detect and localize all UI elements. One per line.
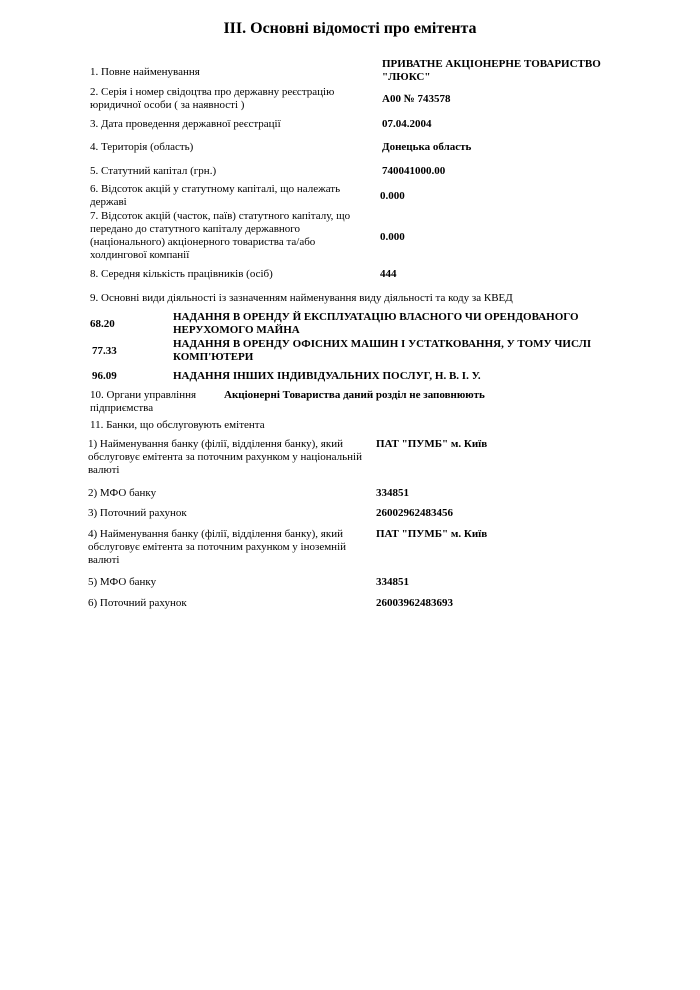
field-label-full-name: 1. Повне найменування (90, 66, 200, 78)
kved-name: НАДАННЯ В ОРЕНДУ ОФІСНИХ МАШИН І УСТАТКОВАННЯ, У ТОМУ ЧИСЛІ КОМП'ЮТЕРИ (173, 338, 592, 363)
field-value-territory: Донецька область (382, 141, 472, 153)
bank-label-account: 3) Поточний рахунок (88, 507, 187, 519)
field-label-certificate: 2. Серія і номер свідоцтва про державну реєстрацію юридичної особи ( за наявності ) (90, 86, 335, 111)
bank-label-mfo: 2) МФО банку (88, 487, 157, 499)
bank-label-national-name: 1) Найменування банку (філії, відділення банку), який обслуговує емітента за поточним рахунком у національній валюті (88, 438, 362, 476)
kved-heading: 9. Основні види діяльності із зазначенням найменування виду діяльності та коду за КВЕД (90, 292, 513, 304)
bank-value-mfo: 334851 (376, 487, 409, 499)
management-value: Акціонерні Товариства даний розділ не заповнюють (224, 389, 485, 401)
field-label-holding-share: 7. Відсоток акцій (часток, паїв) статутного капіталу, що передано до статутного капіталу державного (національного) акціонерного товариства та/або холдингової компанії (90, 210, 351, 261)
banks-heading: 11. Банки, що обслуговують емітента (90, 419, 265, 431)
bank-value-foreign-name: ПАТ "ПУМБ" м. Київ (376, 528, 488, 540)
bank-label-foreign-name: 4) Найменування банку (філії, відділення банку), який обслуговує емітента за поточним рахунком у іноземній валюті (88, 528, 347, 566)
field-value-full-name: ПРИВАТНЕ АКЦІОНЕРНЕ ТОВАРИСТВО "ЛЮКС" (382, 58, 601, 83)
bank-label-account: 6) Поточний рахунок (88, 597, 187, 609)
field-label-employees: 8. Середня кількість працівників (осіб) (90, 268, 273, 280)
field-value-employees: 444 (380, 268, 397, 280)
section-title: III. Основні відомості про емітента (223, 20, 477, 37)
field-label-capital: 5. Статутний капітал (грн.) (90, 165, 217, 177)
field-value-registration-date: 07.04.2004 (382, 118, 432, 130)
bank-value-account: 26002962483456 (376, 507, 453, 519)
kved-code: 68.20 (90, 318, 115, 330)
management-label: 10. Органи управління підприємства (90, 389, 197, 414)
field-value-certificate: А00 № 743578 (382, 93, 451, 105)
field-value-holding-share: 0.000 (380, 231, 405, 243)
bank-label-mfo: 5) МФО банку (88, 576, 157, 588)
field-label-registration-date: 3. Дата проведення державної реєстрації (90, 118, 281, 130)
kved-code: 96.09 (92, 370, 117, 382)
bank-value-mfo: 334851 (376, 576, 409, 588)
bank-value-national-name: ПАТ "ПУМБ" м. Київ (376, 438, 488, 450)
kved-name: НАДАННЯ В ОРЕНДУ Й ЕКСПЛУАТАЦІЮ ВЛАСНОГО ЧИ ОРЕНДОВАНОГО НЕРУХОМОГО МАЙНА (173, 311, 579, 336)
bank-value-account: 26003962483693 (376, 597, 453, 609)
field-value-state-share: 0.000 (380, 190, 405, 202)
field-label-state-share: 6. Відсоток акцій у статутному капіталі, що належать державі (90, 183, 341, 208)
kved-code: 77.33 (92, 345, 117, 357)
field-value-capital: 740041000.00 (382, 165, 446, 177)
kved-name: НАДАННЯ ІНШИХ ІНДИВІДУАЛЬНИХ ПОСЛУГ, Н. В. І. У. (173, 370, 481, 382)
field-label-territory: 4. Територія (область) (90, 141, 194, 153)
